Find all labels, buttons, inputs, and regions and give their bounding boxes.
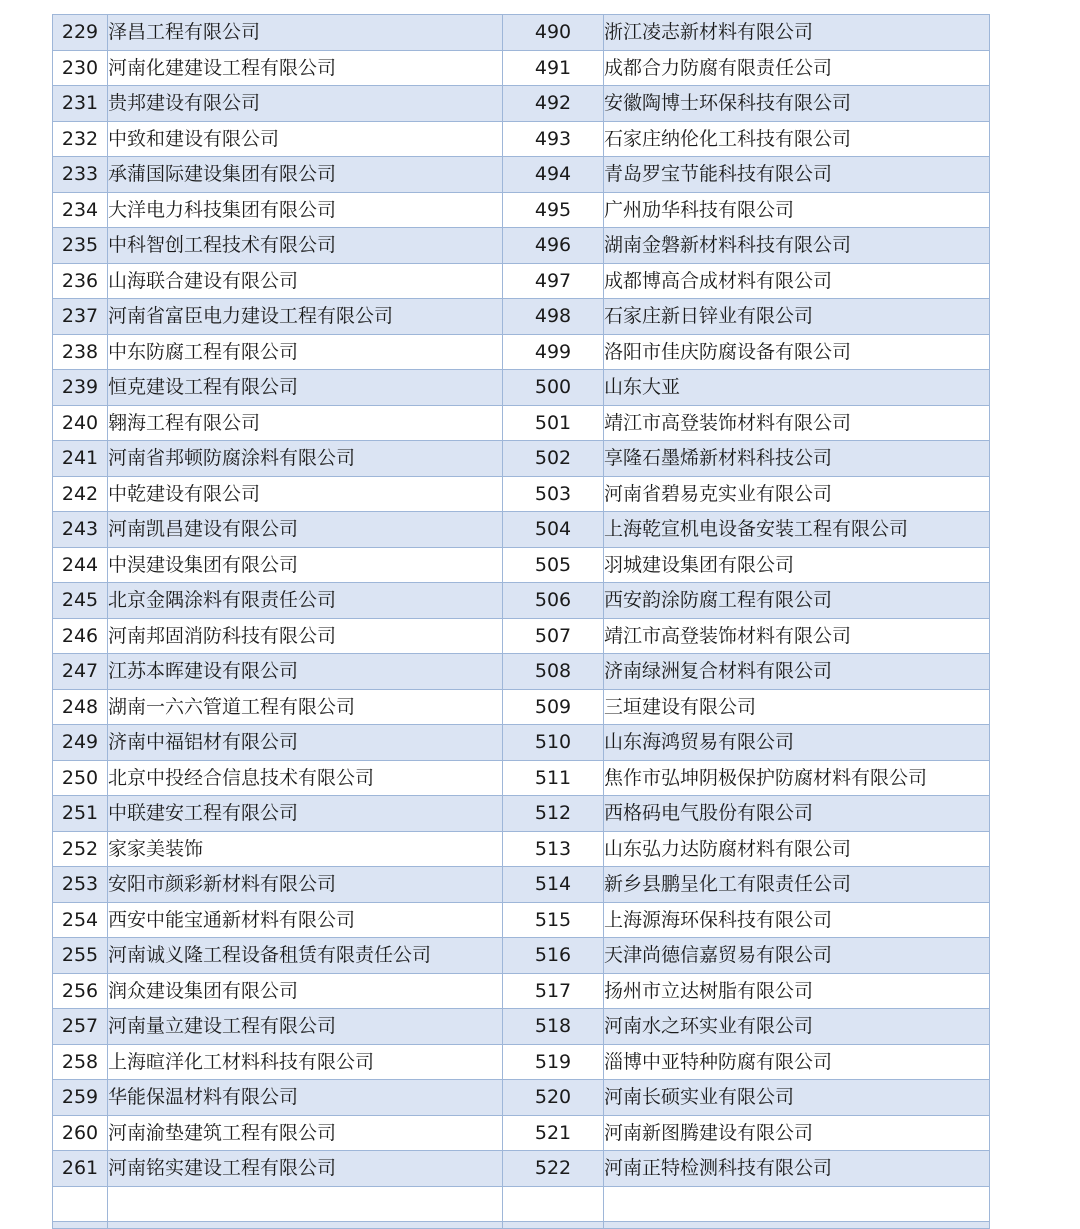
table-row [53, 476, 990, 512]
right-company-cell: 青岛罗宝节能科技有限公司 [604, 157, 990, 193]
right-company-cell: 石家庄新日锌业有限公司 [604, 299, 990, 335]
left-company-cell: 中联建安工程有限公司 [108, 796, 503, 832]
right-number-cell: 504 [503, 512, 604, 548]
right-company-cell: 西格码电气股份有限公司 [604, 796, 990, 832]
right-company-cell: 上海乾宣机电设备安装工程有限公司 [604, 512, 990, 548]
right-company-cell: 山东海鸿贸易有限公司 [604, 725, 990, 761]
table-row [53, 725, 990, 761]
right-company-cell: 广州劢华科技有限公司 [604, 192, 990, 228]
left-company-cell: 大洋电力科技集团有限公司 [108, 192, 503, 228]
left-company-cell: 河南诚义隆工程设备租赁有限责任公司 [108, 938, 503, 974]
empty-table-row [53, 1186, 990, 1221]
right-number-cell: 521 [503, 1115, 604, 1151]
right-number-cell: 518 [503, 1009, 604, 1045]
left-company-cell: 泽昌工程有限公司 [108, 15, 503, 51]
left-number-cell: 234 [53, 192, 108, 228]
right-company-cell: 山东弘力达防腐材料有限公司 [604, 831, 990, 867]
company-list-table [52, 14, 990, 1229]
right-number-cell: 496 [503, 228, 604, 264]
right-number-cell: 502 [503, 441, 604, 477]
left-number-cell: 259 [53, 1080, 108, 1116]
table-row [53, 1044, 990, 1080]
left-number-cell: 252 [53, 831, 108, 867]
right-company-cell: 淄博中亚特种防腐有限公司 [604, 1044, 990, 1080]
right-number-cell: 500 [503, 370, 604, 406]
left-number-cell: 256 [53, 973, 108, 1009]
left-number-cell: 241 [53, 441, 108, 477]
left-number-cell: 243 [53, 512, 108, 548]
table-row [53, 938, 990, 974]
left-company-cell: 河南量立建设工程有限公司 [108, 1009, 503, 1045]
left-company-cell: 西安中能宝通新材料有限公司 [108, 902, 503, 938]
right-number-cell: 505 [503, 547, 604, 583]
left-number-cell: 239 [53, 370, 108, 406]
right-company-cell: 新乡县鹏呈化工有限责任公司 [604, 867, 990, 903]
left-number-cell: 248 [53, 689, 108, 725]
empty-cell [503, 1186, 604, 1221]
table-row [53, 405, 990, 441]
right-company-cell: 上海源海环保科技有限公司 [604, 902, 990, 938]
table-row [53, 15, 990, 51]
left-number-cell: 258 [53, 1044, 108, 1080]
right-company-cell: 河南水之环实业有限公司 [604, 1009, 990, 1045]
left-company-cell: 上海暄洋化工材料科技有限公司 [108, 1044, 503, 1080]
table-row [53, 618, 990, 654]
right-number-cell: 520 [503, 1080, 604, 1116]
right-company-cell: 石家庄纳伦化工科技有限公司 [604, 121, 990, 157]
left-number-cell: 254 [53, 902, 108, 938]
right-number-cell: 497 [503, 263, 604, 299]
right-company-cell: 河南长硕实业有限公司 [604, 1080, 990, 1116]
left-company-cell: 恒克建设工程有限公司 [108, 370, 503, 406]
right-number-cell: 491 [503, 50, 604, 86]
left-company-cell: 河南铭实建设工程有限公司 [108, 1151, 503, 1187]
right-number-cell: 495 [503, 192, 604, 228]
right-number-cell: 501 [503, 405, 604, 441]
table-row [53, 547, 990, 583]
left-number-cell: 233 [53, 157, 108, 193]
left-company-cell: 湖南一六六管道工程有限公司 [108, 689, 503, 725]
left-number-cell: 255 [53, 938, 108, 974]
table-row [53, 902, 990, 938]
right-company-cell: 天津尚德信嘉贸易有限公司 [604, 938, 990, 974]
left-company-cell: 华能保温材料有限公司 [108, 1080, 503, 1116]
table-row [53, 583, 990, 619]
right-company-cell: 靖江市高登装饰材料有限公司 [604, 618, 990, 654]
left-company-cell: 翱海工程有限公司 [108, 405, 503, 441]
left-number-cell: 247 [53, 654, 108, 690]
left-number-cell: 238 [53, 334, 108, 370]
right-company-cell: 河南省碧易克实业有限公司 [604, 476, 990, 512]
right-company-cell: 济南绿洲复合材料有限公司 [604, 654, 990, 690]
right-number-cell: 492 [503, 86, 604, 122]
left-number-cell: 242 [53, 476, 108, 512]
right-company-cell: 湖南金磐新材料科技有限公司 [604, 228, 990, 264]
right-company-cell: 山东大亚 [604, 370, 990, 406]
left-company-cell: 中乾建设有限公司 [108, 476, 503, 512]
right-company-cell: 三垣建设有限公司 [604, 689, 990, 725]
left-company-cell: 江苏本晖建设有限公司 [108, 654, 503, 690]
right-number-cell: 506 [503, 583, 604, 619]
table-row [53, 441, 990, 477]
right-number-cell: 514 [503, 867, 604, 903]
left-company-cell: 中淏建设集团有限公司 [108, 547, 503, 583]
right-company-cell: 河南新图腾建设有限公司 [604, 1115, 990, 1151]
empty-cell [604, 1186, 990, 1221]
table-row [53, 50, 990, 86]
right-company-cell: 安徽陶博士环保科技有限公司 [604, 86, 990, 122]
left-company-cell: 山海联合建设有限公司 [108, 263, 503, 299]
right-number-cell: 509 [503, 689, 604, 725]
left-number-cell: 229 [53, 15, 108, 51]
table-row [53, 86, 990, 122]
right-company-cell: 浙江凌志新材料有限公司 [604, 15, 990, 51]
left-company-cell: 济南中福铝材有限公司 [108, 725, 503, 761]
left-number-cell: 240 [53, 405, 108, 441]
left-number-cell: 235 [53, 228, 108, 264]
left-number-cell: 232 [53, 121, 108, 157]
left-company-cell: 北京中投经合信息技术有限公司 [108, 760, 503, 796]
table-row [53, 121, 990, 157]
left-number-cell: 250 [53, 760, 108, 796]
left-company-cell: 承蒲国际建设集团有限公司 [108, 157, 503, 193]
right-company-cell: 焦作市弘坤阴极保护防腐材料有限公司 [604, 760, 990, 796]
right-company-cell: 靖江市高登装饰材料有限公司 [604, 405, 990, 441]
right-number-cell: 507 [503, 618, 604, 654]
table-row [53, 867, 990, 903]
table-row [53, 370, 990, 406]
left-number-cell: 253 [53, 867, 108, 903]
right-company-cell: 扬州市立达树脂有限公司 [604, 973, 990, 1009]
left-number-cell: 261 [53, 1151, 108, 1187]
left-company-cell: 润众建设集团有限公司 [108, 973, 503, 1009]
left-company-cell: 河南省富臣电力建设工程有限公司 [108, 299, 503, 335]
company-list-body [53, 15, 990, 1229]
table-row [53, 299, 990, 335]
empty-cell [53, 1221, 108, 1228]
table-row [53, 1080, 990, 1116]
table-row [53, 334, 990, 370]
right-number-cell: 515 [503, 902, 604, 938]
left-number-cell: 237 [53, 299, 108, 335]
left-company-cell: 河南凯昌建设有限公司 [108, 512, 503, 548]
right-company-cell: 羽城建设集团有限公司 [604, 547, 990, 583]
right-number-cell: 498 [503, 299, 604, 335]
table-row [53, 654, 990, 690]
right-number-cell: 516 [503, 938, 604, 974]
right-number-cell: 508 [503, 654, 604, 690]
left-company-cell: 安阳市颜彩新材料有限公司 [108, 867, 503, 903]
right-number-cell: 517 [503, 973, 604, 1009]
table-row [53, 1151, 990, 1187]
right-company-cell: 享隆石墨烯新材料科技公司 [604, 441, 990, 477]
right-number-cell: 494 [503, 157, 604, 193]
left-number-cell: 251 [53, 796, 108, 832]
empty-cell [108, 1186, 503, 1221]
empty-cell [53, 1186, 108, 1221]
table-row [53, 973, 990, 1009]
right-company-cell: 成都合力防腐有限责任公司 [604, 50, 990, 86]
right-number-cell: 490 [503, 15, 604, 51]
table-row [53, 192, 990, 228]
table-row [53, 1009, 990, 1045]
left-company-cell: 中科智创工程技术有限公司 [108, 228, 503, 264]
right-company-cell: 河南正特检测科技有限公司 [604, 1151, 990, 1187]
left-company-cell: 家家美装饰 [108, 831, 503, 867]
empty-cell [503, 1221, 604, 1228]
right-number-cell: 499 [503, 334, 604, 370]
right-number-cell: 510 [503, 725, 604, 761]
empty-cell [604, 1221, 990, 1228]
left-company-cell: 河南邦固消防科技有限公司 [108, 618, 503, 654]
left-number-cell: 257 [53, 1009, 108, 1045]
right-number-cell: 522 [503, 1151, 604, 1187]
left-company-cell: 河南渝垫建筑工程有限公司 [108, 1115, 503, 1151]
right-number-cell: 511 [503, 760, 604, 796]
left-number-cell: 245 [53, 583, 108, 619]
left-company-cell: 河南省邦顿防腐涂料有限公司 [108, 441, 503, 477]
table-row [53, 1115, 990, 1151]
left-number-cell: 246 [53, 618, 108, 654]
left-number-cell: 230 [53, 50, 108, 86]
right-number-cell: 512 [503, 796, 604, 832]
right-number-cell: 493 [503, 121, 604, 157]
left-number-cell: 236 [53, 263, 108, 299]
table-row [53, 228, 990, 264]
table-row [53, 689, 990, 725]
left-company-cell: 中致和建设有限公司 [108, 121, 503, 157]
left-company-cell: 北京金隅涂料有限责任公司 [108, 583, 503, 619]
right-company-cell: 洛阳市佳庆防腐设备有限公司 [604, 334, 990, 370]
left-company-cell: 河南化建建设工程有限公司 [108, 50, 503, 86]
right-number-cell: 513 [503, 831, 604, 867]
empty-table-row [53, 1221, 990, 1228]
right-number-cell: 519 [503, 1044, 604, 1080]
left-number-cell: 260 [53, 1115, 108, 1151]
table-row [53, 760, 990, 796]
table-row [53, 831, 990, 867]
empty-cell [108, 1221, 503, 1228]
table-row [53, 512, 990, 548]
left-number-cell: 244 [53, 547, 108, 583]
left-number-cell: 249 [53, 725, 108, 761]
right-company-cell: 西安韵涂防腐工程有限公司 [604, 583, 990, 619]
table-row [53, 796, 990, 832]
left-company-cell: 中东防腐工程有限公司 [108, 334, 503, 370]
table-row [53, 263, 990, 299]
left-number-cell: 231 [53, 86, 108, 122]
left-company-cell: 贵邦建设有限公司 [108, 86, 503, 122]
table-row [53, 157, 990, 193]
right-company-cell: 成都博高合成材料有限公司 [604, 263, 990, 299]
right-number-cell: 503 [503, 476, 604, 512]
